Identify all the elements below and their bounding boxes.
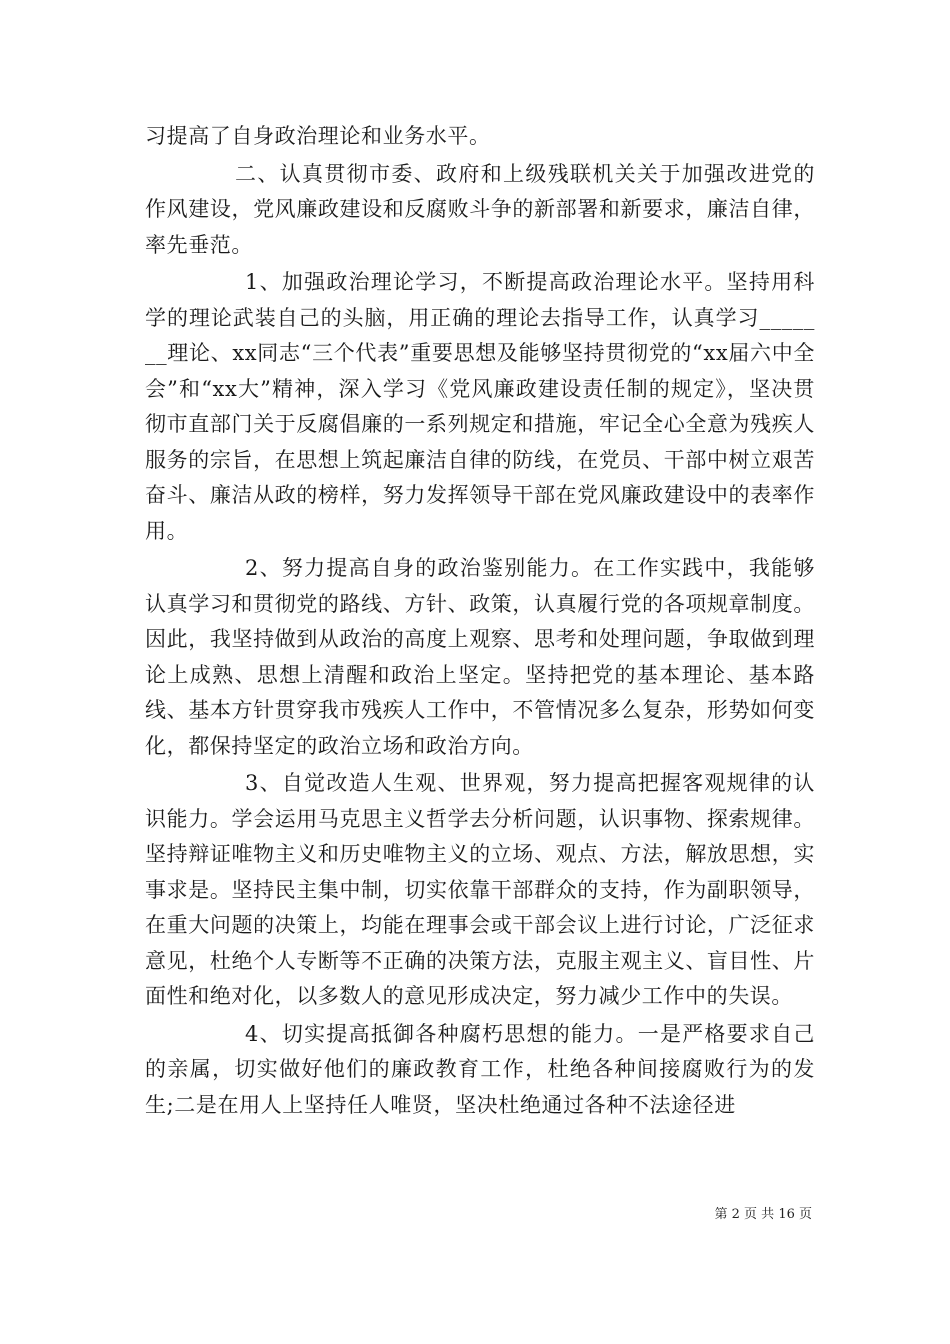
paragraph-item-4: 4、切实提高抵御各种腐朽思想的能力。一是严格要求自己的亲属，切实做好他们的廉政教育工作，杜绝各种间接腐败行为的发生;二是在用人上坚持任人唯贤，坚决杜绝通过各种不法途径进: [145, 1021, 815, 1117]
paragraph-continuation: 习提高了自身政治理论和业务水平。: [145, 124, 491, 148]
document-body: [145, 119, 815, 1125]
paragraph-item-1: 1、加强政治理论学习，不断提高政治理论水平。坚持用科学的理论武装自己的头脑，用正确的理论去指导工作，认真学习_______理论、xx同志“三个代表”重要思想及能够坚持贯彻党的“xx届六中全会”和“xx大”精神，深入学习《党风廉政建设责任制的规定》，坚决贯彻市直部门关于反腐倡廉的一系列规定和措施，牢记全心全意为残疾人服务的宗旨，在思想上筑起廉洁自律的防线，在党员、干部中树立艰苦奋斗、廉洁从政的榜样，努力发挥领导干部在党风廉政建设中的表率作用。: [145, 270, 815, 543]
paragraph-item-3: 3、自觉改造人生观、世界观，努力提高把握客观规律的认识能力。学会运用马克思主义哲学去分析问题，认识事物、探索规律。坚持辩证唯物主义和历史唯物主义的立场、观点、方法，解放思想，实事求是。坚持民主集中制，切实依靠干部群众的支持，作为副职领导，在重大问题的决策上，均能在理事会或干部会议上进行讨论，广泛征求意见，杜绝个人专断等不正确的决策方法，克服主观主义、盲目性、片面性和绝对化，以多数人的意见形成决定，努力减少工作中的失误。: [145, 771, 815, 1008]
paragraph-item-2: 2、努力提高自身的政治鉴别能力。在工作实践中，我能够认真学习和贯彻党的路线、方针、政策，认真履行党的各项规章制度。因此，我坚持做到从政治的高度上观察、思考和处理问题，争取做到理论上成熟、思想上清醒和政治上坚定。坚持把党的基本理论、基本路线、基本方针贯穿我市残疾人工作中，不管情况多么复杂，形势如何变化，都保持坚定的政治立场和政治方向。: [145, 556, 815, 758]
paragraph-section-two: 二、认真贯彻市委、政府和上级残联机关关于加强改进党的作风建设，党风廉政建设和反腐败斗争的新部署和新要求，廉洁自律，率先垂范。: [145, 161, 815, 257]
page-footer: 第 2 页 共 16 页: [714, 1207, 812, 1222]
